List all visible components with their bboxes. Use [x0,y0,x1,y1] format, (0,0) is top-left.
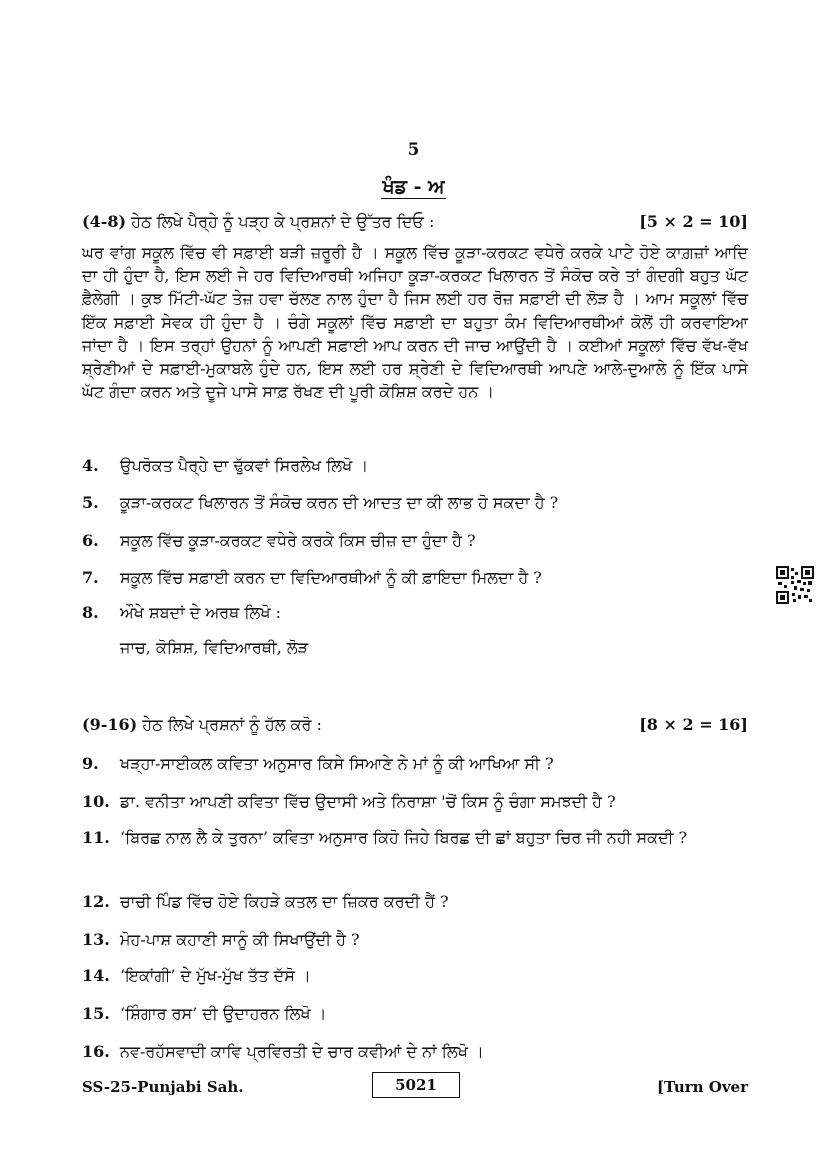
word-list: ਜਾਚ, ਕੋਸ਼ਿਸ਼, ਵਿਦਿਆਰਥੀ, ਲੋੜ [120,638,309,657]
part1-heading [82,212,748,232]
question-text: ਨਵ-ਰਹੱਸਵਾਦੀ ਕਾਵਿ ਪ੍ਰਵਿਰਤੀ ਦੇ ਚਾਰ ਕਵੀਆਂ ਦੇ ਨਾਂ ਲਿਖੋ । [120,1042,484,1061]
question-number: 12. [82,892,110,911]
turn-over-label: [Turn Over [656,1078,748,1096]
question-8 [82,601,748,624]
question-number: 14. [82,966,110,985]
question-text: ‘ਬਿਰਛ ਨਾਲ ਲੈ ਕੇ ਤੁਰਨਾ’ ਕਵਿਤਾ ਅਨੁਸਾਰ ਕਿਹੋ ਜਿਹੇ ਬਿਰਛ ਦੀ ਛਾਂ ਬਹੁਤਾ ਚਿਰ ਜੀ ਨਹੀ ਸਕਦੀ ? [120,828,688,847]
part2-instruction: ਹੇਠ ਲਿਖੇ ਪ੍ਰਸ਼ਨਾਂ ਨੂੰ ਹੱਲ ਕਰੋ : [142,715,322,734]
question-number: 11. [82,828,110,847]
question-number: 15. [82,1004,110,1023]
question-10 [82,790,748,813]
section-title-text: ਖੰਡ - ਅ [382,176,445,198]
question-text: ਸਕੂਲ ਵਿੱਚ ਸਫ਼ਾਈ ਕਰਨ ਦਾ ਵਿਦਿਆਰਥੀਆਂ ਨੂੰ ਕੀ ਫ਼ਾਇਦਾ ਮਿਲਦਾ ਹੈ ? [120,568,542,587]
question-number: 4. [82,456,99,475]
question-text: ਮੋਹ-ਪਾਸ਼ ਕਹਾਣੀ ਸਾਨੂੰ ਕੀ ਸਿਖਾਉਂਦੀ ਹੈ ? [120,930,360,949]
question-number: 10. [82,792,110,811]
part2-marks: [8 × 2 = 16] [639,715,748,734]
question-14 [82,964,748,987]
question-15 [82,1002,748,1025]
part2-range: (9-16) [82,715,138,734]
paper-number-box: 5021 [372,1072,460,1098]
question-6 [82,529,748,552]
part1-range: (4-8) [82,212,127,231]
question-4 [82,454,748,477]
question-7 [82,566,748,589]
question-number: 16. [82,1042,110,1061]
question-text: ਡਾ. ਵਨੀਤਾ ਆਪਣੀ ਕਵਿਤਾ ਵਿੱਚ ਉਦਾਸੀ ਅਤੇ ਨਿਰਾਸ਼ਾ 'ਚੋਂ ਕਿਸ ਨੂੰ ਚੰਗਾ ਸਮਝਦੀ ਹੈ ? [120,792,616,811]
paper-code: SS-25-Punjabi Sah. [82,1078,244,1096]
question-number: 6. [82,531,99,550]
question-number: 5. [82,493,99,512]
question-number: 7. [82,568,99,587]
question-text: ਕੂੜਾ-ਕਰਕਟ ਖਿਲਾਰਨ ਤੋਂ ਸੰਕੋਚ ਕਰਨ ਦੀ ਆਦਤ ਦਾ ਕੀ ਲਾਭ ਹੋ ਸਕਦਾ ਹੈ ? [120,493,559,512]
question-5 [82,491,748,514]
question-text: ਖੜ੍ਹਾ-ਸਾਈਕਲ ਕਵਿਤਾ ਅਨੁਸਾਰ ਕਿਸੇ ਸਿਆਣੇ ਨੇ ਮਾਂ ਨੂੰ ਕੀ ਆਖਿਆ ਸੀ ? [120,754,554,773]
question-text: ਚਾਚੀ ਪਿੰਡ ਵਿੱਚ ਹੋਏ ਕਿਹੜੇ ਕਤਲ ਦਾ ਜ਼ਿਕਰ ਕਰਦੀ ਹੈਂ ? [120,892,449,911]
question-number: 9. [82,754,99,773]
question-text: ‘ਸ਼ਿੰਗਾਰ ਰਸ’ ਦੀ ਉਦਾਹਰਨ ਲਿਖੋ । [120,1004,327,1023]
question-13 [82,928,748,951]
page-number: 5 [407,140,420,160]
part2-heading [82,715,748,735]
question-12 [82,890,748,913]
question-16 [82,1040,748,1063]
part1-marks: [5 × 2 = 10] [639,212,748,231]
question-text: ਸਕੂਲ ਵਿੱਚ ਕੂੜਾ-ਕਰਕਟ ਵਧੇਰੇ ਕਰਕੇ ਕਿਸ ਚੀਜ਼ ਦਾ ਹੁੰਦਾ ਹੈ ? [120,531,476,550]
question-text: ਉਪਰੋਕਤ ਪੈਰ੍ਹੇ ਦਾ ਢੁੱਕਵਾਂ ਸਿਰਲੇਖ ਲਿਖੋ । [120,456,369,475]
question-9 [82,752,748,775]
question-text: ‘ਇਕਾਂਗੀ’ ਦੇ ਮੁੱਖ-ਮੁੱਖ ਤੱਤ ਦੱਸੋ । [120,966,311,985]
question-number: 13. [82,930,110,949]
question-text: ਔਖੇ ਸ਼ਬਦਾਂ ਦੇ ਅਰਥ ਲਿਖੋ : [120,603,281,622]
question-11 [82,826,748,849]
section-title [0,176,827,198]
qr-code-icon [776,566,814,604]
part1-instruction: ਹੇਠ ਲਿਖੇ ਪੈਰ੍ਹੇ ਨੂੰ ਪੜ੍ਹ ਕੇ ਪ੍ਰਸ਼ਨਾਂ ਦੇ ਉੱਤਰ ਦਿਓ : [131,212,435,231]
question-number: 8. [82,603,99,622]
passage: ਘਰ ਵਾਂਗ ਸਕੂਲ ਵਿੱਚ ਵੀ ਸਫ਼ਾਈ ਬੜੀ ਜ਼ਰੂਰੀ ਹੈ । ਸਕੂਲ ਵਿੱਚ ਕੂੜਾ-ਕਰਕਟ ਵਧੇਰੇ ਕਰਕੇ ਪਾਟੇ ਹੋਏ ਕਾਗ਼ਜ਼ਾਂ ਆਦਿ ਦਾ ਹੀ ਹੁੰਦਾ ਹੈ, ਇਸ ਲਈ ਜੇ ਹਰ ਵਿਦਿਆਰਥੀ ਅਜਿਹਾ ਕੂੜਾ-ਕਰਕਟ ਖਿਲਾਰਨ ਤੋਂ ਸੰਕੋਚ ਕਰੇ ਤਾਂ ਗੰਦਗੀ ਬਹੁਤ ਘੱਟ ਫ਼ੈਲੇਗੀ । ਕੁਝ ਮਿੱਟੀ-ਘੱਟ ਤੇਜ਼ ਹਵਾ ਚੱਲਣ ਨਾਲ ਹੁੰਦਾ ਹੈ ਜਿਸ ਲਈ ਹਰ ਰੋਜ਼ ਸਫ਼ਾਈ ਦੀ ਲੋੜ ਹੈ । ਆਮ ਸਕੂਲਾਂ ਵਿੱਚ ਇੱਕ ਸਫ਼ਾਈ ਸੇਵਕ ਹੀ ਹੁੰਦਾ ਹੈ । ਚੰਗੇ ਸਕੂਲਾਂ ਵਿੱਚ ਸਫ਼ਾਈ ਦਾ ਬਹੁਤਾ ਕੰਮ ਵਿਦਿਆਰਥੀਆਂ ਕੋਲੋਂ ਹੀ ਕਰਵਾਇਆ ਜਾਂਦਾ ਹੈ । ਇਸ ਤਰ੍ਹਾਂ ਉਹਨਾਂ ਨੂੰ ਆਪਣੀ ਸਫ਼ਾਈ ਆਪ ਕਰਨ ਦੀ ਜਾਚ ਆਉਂਦੀ ਹੈ । ਕਈਆਂ ਸਕੂਲਾਂ ਵਿੱਚ ਵੱਖ-ਵੱਖ ਸ਼੍ਰੇਣੀਆਂ ਦੇ ਸਫ਼ਾਈ-ਮੁਕਾਬਲੇ ਹੁੰਦੇ ਹਨ, ਇਸ ਲਈ ਹਰ ਸ਼੍ਰੇਣੀ ਦੇ ਵਿਦਿਆਰਥੀ ਆਪਣੇ ਆਲੇ-ਦੁਆਲੇ ਨੂੰ ਇੱਕ ਪਾਸੇ ਘੱਟ ਗੰਦਾ ਕਰਨ ਅਤੇ ਦੂਜੇ ਪਾਸੇ ਸਾਫ਼ ਰੱਖਣ ਦੀ ਪੂਰੀ ਕੋਸ਼ਿਸ਼ ਕਰਦੇ ਹਨ । [82,243,748,402]
